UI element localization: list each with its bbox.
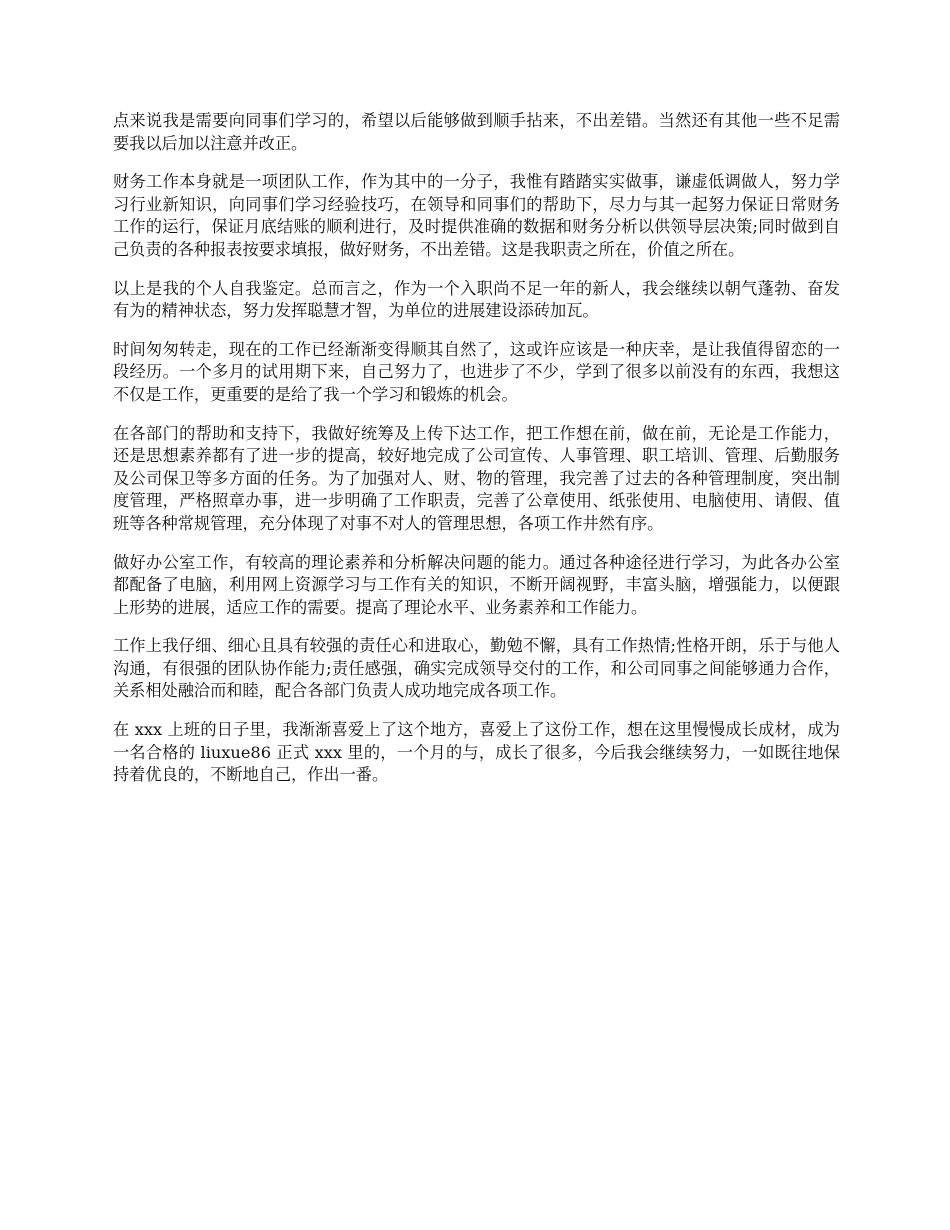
paragraph-8: 在 xxx 上班的日子里，我渐渐喜爱上了这个地方，喜爱上了这份工作，想在这里慢慢成长成材，成为一名合格的 liuxue86 正式 xxx 里的，一个月的与，成长了很多，今后我会继续努力，一如既往地保持着优良的，不断地自己，作出一番。 — [113, 720, 840, 785]
document-body — [113, 110, 840, 803]
paragraph-6: 做好办公室工作，有较高的理论素养和分析解决问题的能力。通过各种途径进行学习，为此各办公室都配备了电脑，利用网上资源学习与工作有关的知识，不断开阔视野，丰富头脑，增强能力，以便跟上形势的进展，适应工作的需要。提高了理论水平、业务素养和工作能力。 — [113, 552, 840, 617]
paragraph-7: 工作上我仔细、细心且具有较强的责任心和进取心，勤勉不懈，具有工作热情;性格开朗，乐于与他人沟通，有很强的团队协作能力;责任感强，确实完成领导交付的工作，和公司同事之间能够通力合作，关系相处融洽而和睦，配合各部门负责人成功地完成各项工作。 — [113, 636, 840, 701]
paragraph-4: 时间匆匆转走，现在的工作已经渐渐变得顺其自然了，这或许应该是一种庆幸，是让我值得留恋的一段经历。一个多月的试用期下来，自己努力了，也进步了不少，学到了很多以前没有的东西，我想这不仅是工作，更重要的是给了我一个学习和锻炼的机会。 — [113, 339, 840, 404]
paragraph-5: 在各部门的帮助和支持下，我做好统筹及上传下达工作，把工作想在前，做在前，无论是工作能力，还是思想素养都有了进一步的提高，较好地完成了公司宣传、人事管理、职工培训、管理、后勤服务及公司保卫等多方面的任务。为了加强对人、财、物的管理，我完善了过去的各种管理制度，突出制度管理，严格照章办事，进一步明确了工作职责，完善了公章使用、纸张使用、电脑使用、请假、值班等各种常规管理，充分体现了对事不对人的管理思想，各项工作井然有序。 — [113, 423, 840, 533]
paragraph-3: 以上是我的个人自我鉴定。总而言之，作为一个入职尚不足一年的新人，我会继续以朝气蓬勃、奋发有为的精神状态，努力发挥聪慧才智，为单位的进展建设添砖加瓦。 — [113, 278, 840, 321]
paragraph-1: 点来说我是需要向同事们学习的，希望以后能够做到顺手拈来，不出差错。当然还有其他一些不足需要我以后加以注意并改正。 — [113, 111, 840, 153]
paragraph-2: 财务工作本身就是一项团队工作，作为其中的一分子，我惟有踏踏实实做事，谦虚低调做人，努力学习行业新知识，向同事们学习经验技巧，在领导和同事们的帮助下，尽力与其一起努力保证日常财务工作的运行，保证月底结账的顺利进行，及时提供准确的数据和财务分析以供领导层决策;同时做到自己负责的各种报表按要求填报，做好财务，不出差错。这是我职责之所在，价值之所在。 — [113, 172, 840, 259]
